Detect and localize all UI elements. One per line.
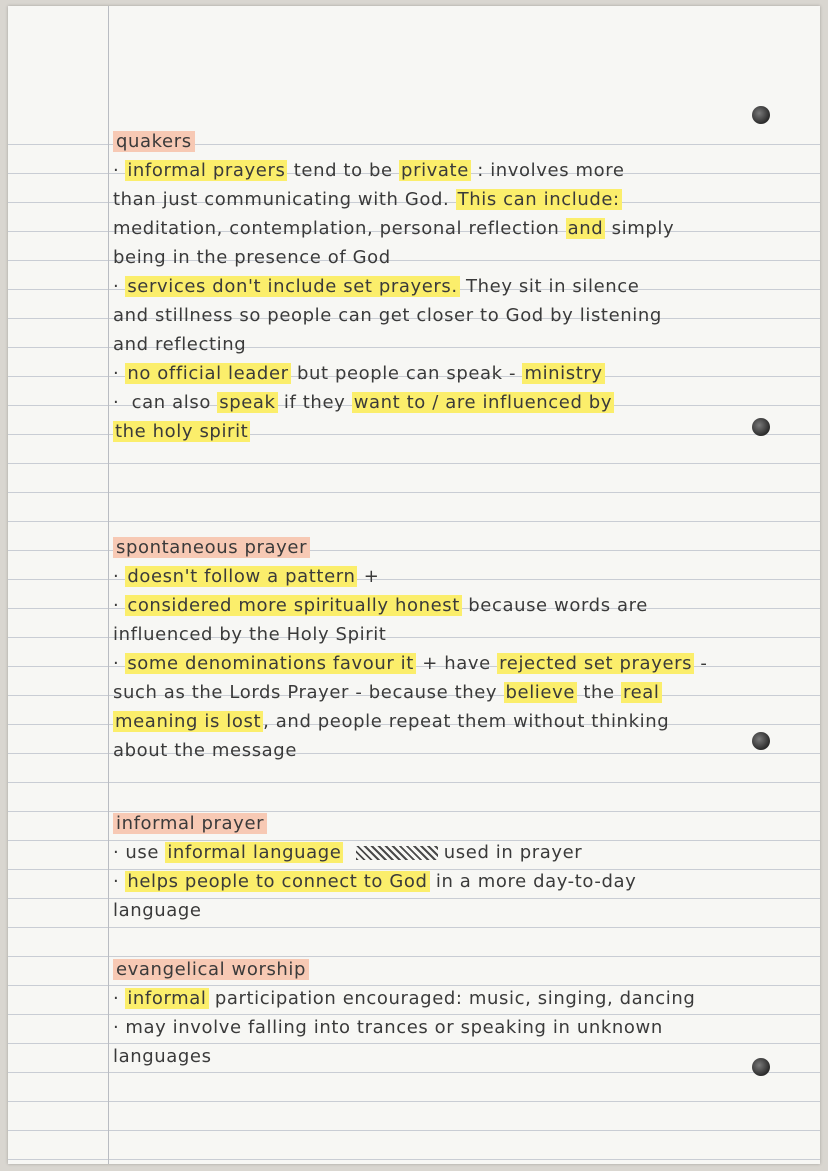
text-line: being in the presence of God: [113, 247, 391, 268]
text-line: than just communicating with God. This can include:: [113, 189, 620, 210]
evangelical-heading-line: [113, 958, 309, 982]
section-heading: spontaneous prayer: [113, 537, 310, 558]
text-line: about the message: [113, 740, 298, 761]
scribbled-out-word: [356, 846, 438, 860]
text-line: · considered more spiritually honest because words are: [113, 595, 648, 616]
punch-hole-1: [752, 106, 770, 124]
text-line: · can also speak if they want to / are influenced by: [113, 392, 613, 413]
page-top-margin: [8, 6, 820, 124]
text-line: · helps people to connect to God in a more day-to-day: [113, 871, 637, 892]
text-line: · services don't include set prayers. They sit in silence: [113, 276, 640, 297]
text-line: and stillness so people can get closer to God by listening: [113, 305, 662, 326]
text-line: · doesn't follow a pattern +: [113, 566, 380, 587]
spontaneous-heading-line: [113, 536, 310, 560]
punch-hole-2: [752, 418, 770, 436]
informal-heading-line: [113, 812, 267, 836]
text-line: · use informal language used in prayer: [113, 842, 583, 863]
text-line: meditation, contemplation, personal reflection and simply: [113, 218, 675, 239]
text-line: language: [113, 900, 202, 921]
section-heading: informal prayer: [113, 813, 267, 834]
margin-line: [108, 6, 109, 1164]
text-line: · no official leader but people can speak - ministry: [113, 363, 603, 384]
text-line: · informal participation encouraged: music, singing, dancing: [113, 988, 696, 1009]
text-line: · informal prayers tend to be private : involves more: [113, 160, 625, 181]
text-line: meaning is lost , and people repeat them without thinking: [115, 711, 670, 732]
text-line: such as the Lords Prayer - because they believe the real: [113, 682, 660, 703]
quakers-heading-line: [113, 130, 195, 154]
text-line: and reflecting: [113, 334, 247, 355]
punch-hole-3: [752, 732, 770, 750]
text-line: influenced by the Holy Spirit: [113, 624, 387, 645]
section-heading: evangelical worship: [113, 959, 309, 980]
notebook-page: [8, 6, 820, 1164]
text-line: · may involve falling into trances or speaking in unknown: [113, 1017, 663, 1038]
text-line: · some denominations favour it + have rejected set prayers -: [113, 653, 708, 674]
text-line: languages: [113, 1046, 212, 1067]
section-heading: quakers: [113, 131, 195, 152]
text-line: the holy spirit: [115, 421, 249, 442]
punch-hole-4: [752, 1058, 770, 1076]
